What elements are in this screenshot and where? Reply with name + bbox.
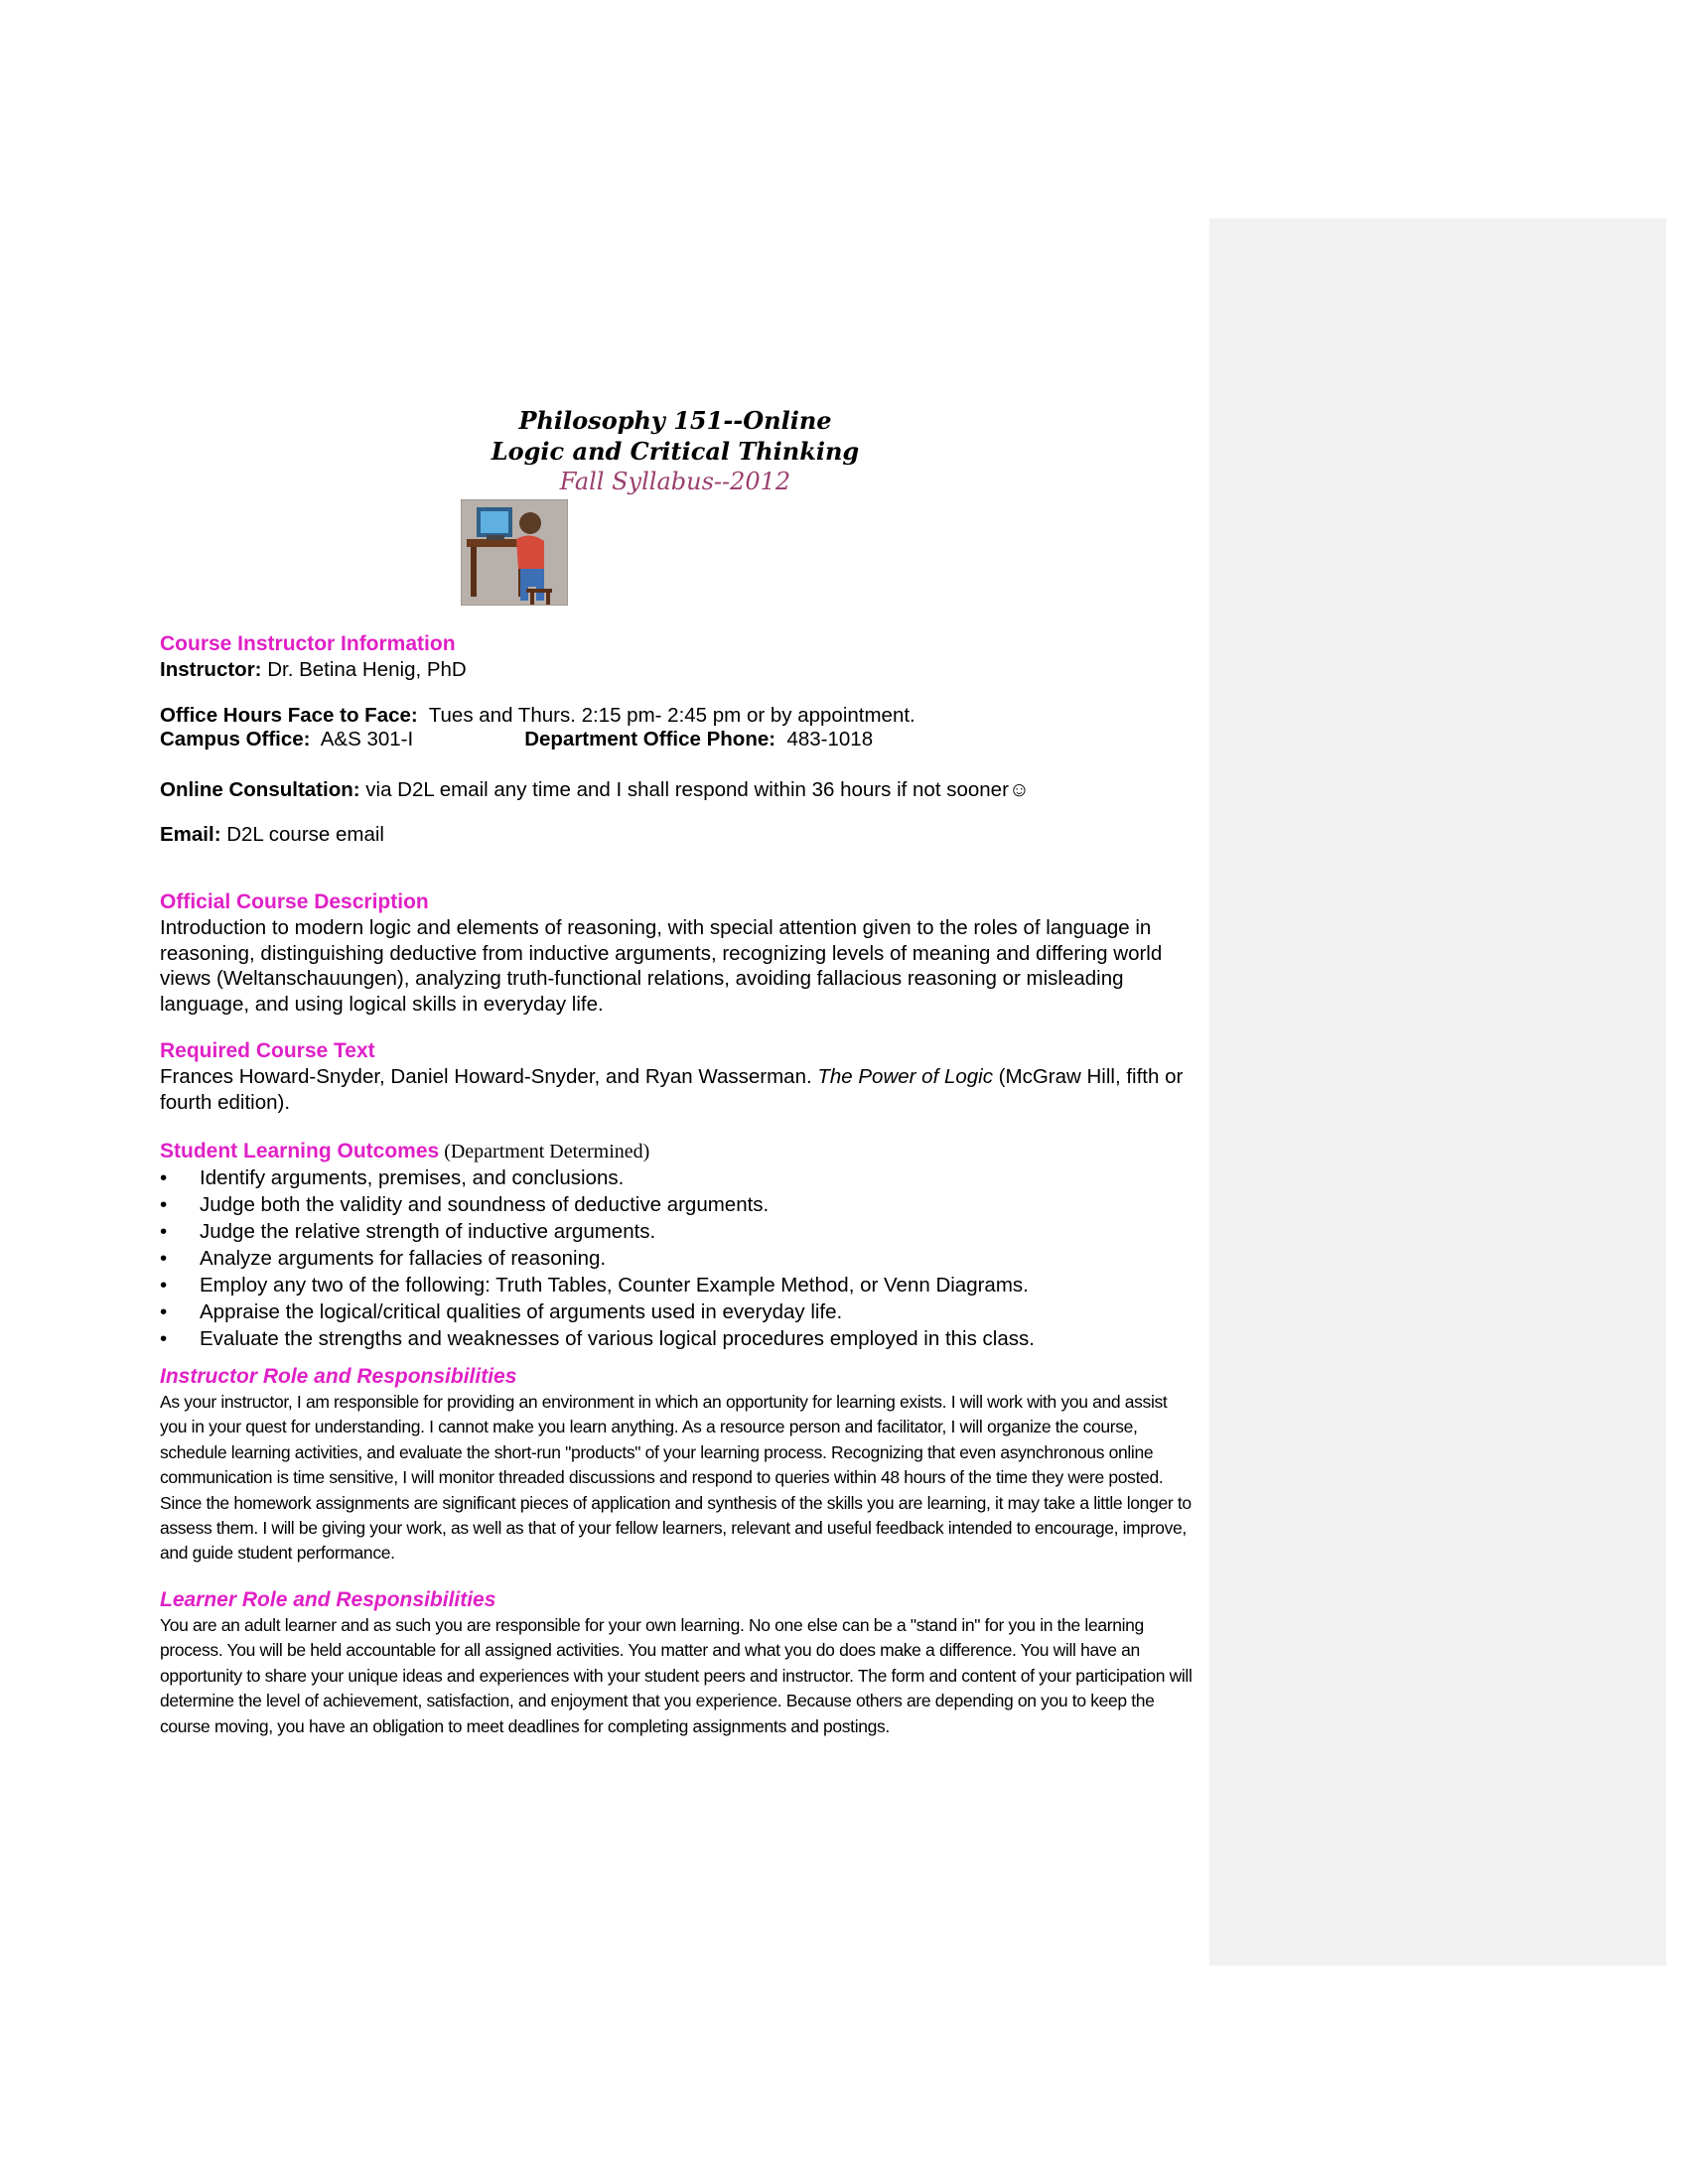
required-text-heading: Required Course Text xyxy=(160,1039,375,1062)
outcome-text: Judge the relative strength of inductive arguments. xyxy=(200,1220,656,1243)
learning-outcomes-section xyxy=(160,1139,1193,1352)
office-hours-line xyxy=(160,703,1193,729)
student-at-computer-illustration xyxy=(461,499,568,606)
instructor-line xyxy=(160,657,1193,683)
instructor-label: Instructor: xyxy=(160,658,262,681)
instructor-name: Dr. Betina Henig, PhD xyxy=(261,658,467,681)
required-text-publisher: (McGraw Hill, fifth or fourth edition). xyxy=(160,1065,1184,1114)
learner-role-text: You are an adult learner and as such you are responsible for your own learning. No one else can be a "stand in" for you in the learning process. You will be held accountable for all assigned activities. You matter and what you do does make a difference. You will have an opportunity to share your unique ideas and experiences with your student peers and instructor. The form and content of your participation will determine the level of achievement, satisfaction, and enjoyment that you experience. Because others are depending on you to keep the course moving, you have an obligation to meet deadlines for completing assignments and postings. xyxy=(160,1615,1193,1736)
bullet: • xyxy=(160,1247,168,1270)
list-item xyxy=(160,1164,1193,1191)
bullet: • xyxy=(160,1166,168,1189)
learner-role-heading: Learner Role and Responsibilities xyxy=(160,1588,496,1611)
list-item xyxy=(160,1325,1193,1352)
comment-margin-pane xyxy=(1209,218,1666,1966)
bullet: • xyxy=(160,1220,168,1243)
title-term: Fall Syllabus--2012 xyxy=(559,468,791,495)
email-value: D2L course email xyxy=(220,823,384,846)
campus-office-value: A&S 301-I xyxy=(310,728,414,751)
bullet: • xyxy=(160,1300,168,1323)
required-text-section xyxy=(160,1038,1193,1115)
list-item xyxy=(160,1298,1193,1325)
learner-role-section xyxy=(160,1587,1193,1739)
title-subject: Logic and Critical Thinking xyxy=(491,437,860,466)
instructor-info-section xyxy=(160,631,1193,683)
online-consultation-line xyxy=(160,777,1193,803)
required-text-book-title: The Power of Logic xyxy=(817,1065,993,1088)
office-hours-label: Office Hours Face to Face: xyxy=(160,704,418,727)
instructor-role-heading: Instructor Role and Responsibilities xyxy=(160,1365,517,1388)
dept-phone-label: Department Office Phone: xyxy=(524,728,776,751)
outcome-text: Appraise the logical/critical qualities of arguments used in everyday life. xyxy=(200,1300,843,1323)
bullet: • xyxy=(160,1193,168,1216)
list-item xyxy=(160,1272,1193,1298)
email-line xyxy=(160,822,1193,848)
course-description-section xyxy=(160,889,1193,1017)
email-label: Email: xyxy=(160,823,221,846)
learning-outcomes-list xyxy=(160,1164,1193,1352)
required-text-citation xyxy=(160,1064,1193,1115)
learning-outcomes-heading xyxy=(160,1139,1193,1164)
online-consultation-label: Online Consultation: xyxy=(160,778,360,801)
title-course: Philosophy 151--Online xyxy=(518,406,832,435)
list-item xyxy=(160,1218,1193,1245)
learning-outcomes-note: (Department Determined) xyxy=(439,1141,650,1162)
outcome-text: Identify arguments, premises, and conclusions. xyxy=(200,1166,625,1189)
campus-office-label: Campus Office: xyxy=(160,728,311,751)
required-text-authors: Frances Howard-Snyder, Daniel Howard-Snyder, and Ryan Wasserman. xyxy=(160,1065,818,1088)
syllabus-title xyxy=(338,405,1013,497)
instructor-info-heading: Course Instructor Information xyxy=(160,632,456,655)
instructor-role-section xyxy=(160,1364,1193,1567)
outcome-text: Evaluate the strengths and weaknesses of various logical procedures employed in this class. xyxy=(200,1327,1035,1350)
outcome-text: Employ any two of the following: Truth Tables, Counter Example Method, or Venn Diagrams. xyxy=(200,1274,1029,1297)
bullet: • xyxy=(160,1327,168,1350)
learning-outcomes-title: Student Learning Outcomes xyxy=(160,1140,440,1162)
list-item xyxy=(160,1245,1193,1272)
course-description-text: Introduction to modern logic and elements of reasoning, with special attention given to the roles of language in reasoning, distinguishing deductive from inductive arguments, recognizing levels of meaning and differing world views (Weltanschauungen), analyzing truth-functional relations, avoiding fallacious reasoning or misleading language, and using logical skills in everyday life. xyxy=(160,916,1163,1016)
office-hours-value: Tues and Thurs. 2:15 pm- 2:45 pm or by appointment. xyxy=(417,704,915,727)
course-description-heading: Official Course Description xyxy=(160,890,429,913)
bullet: • xyxy=(160,1274,168,1297)
outcome-text: Judge both the validity and soundness of deductive arguments. xyxy=(200,1193,770,1216)
instructor-role-text: As your instructor, I am responsible for providing an environment in which an opportunity for learning exists. I will work with you and assist you in your quest for understanding. I cannot make you learn anything. As a resource person and facilitator, I will organize the course, schedule learning activities, and evaluate the short-run "products" of your learning process. Recognizing that even asynchronous online communication is time sensitive, I will monitor threaded discussions and respond to queries within 48 hours of the time they were posted. Since the homework assignments are significant pieces of application and synthesis of the skills you are learning, it may take a little longer to assess them. I will be giving your work, as well as that of your fellow learners, relevant and useful feedback intended to encourage, improve, and guide student performance. xyxy=(160,1392,1192,1564)
outcome-text: Analyze arguments for fallacies of reasoning. xyxy=(200,1247,607,1270)
dept-phone-value: 483-1018 xyxy=(775,728,874,751)
campus-office-line xyxy=(160,727,1193,752)
list-item xyxy=(160,1191,1193,1218)
online-consultation-value: via D2L email any time and I shall respond within 36 hours if not sooner☺ xyxy=(359,778,1030,801)
